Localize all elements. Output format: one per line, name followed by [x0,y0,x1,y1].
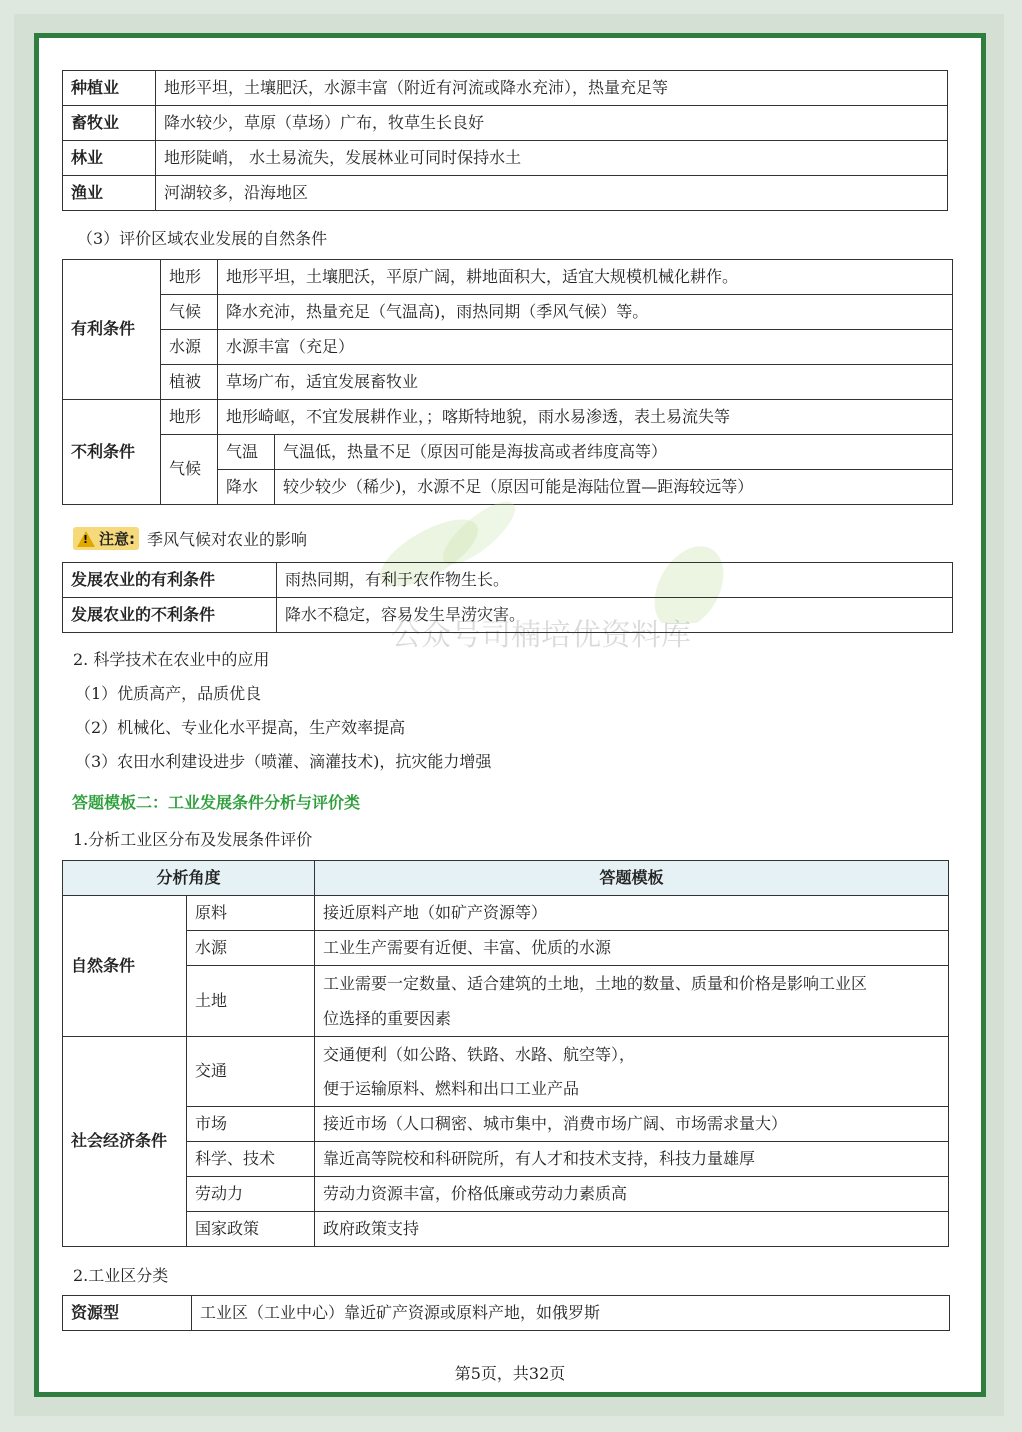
text-line: 2. 科学技术在农业中的应用 [73,650,270,669]
row-key: 林业 [63,141,156,176]
cond-value: 较少较少（稀少)，水源不足（原因可能是海陆位置—距海较远等） [275,470,953,505]
monsoon-table [62,562,953,633]
natural-conditions-table [62,259,953,505]
industrial-type-table [62,1295,950,1331]
factor-key: 市场 [187,1107,315,1142]
factor-value-line: 位选择的重要因素 [323,1009,452,1028]
factor-value: 接近市场（人口稠密、城市集中，消费市场广阔、市场需求量大） [315,1107,949,1142]
row-value: 地形陡峭， 水土易流失，发展林业可同时保持水土 [156,141,948,176]
factor-value-line: 工业需要一定数量、适合建筑的土地，土地的数量、质量和价格是影响工业区 [323,974,868,993]
cond-value: 草场广布，适宜发展畜牧业 [218,365,953,400]
cond-value: 降水充沛，热量充足（气温高)，雨热同期（季风气候）等。 [218,295,953,330]
note-badge [73,527,139,550]
factor-value-line: 便于运输原料、燃料和出口工业产品 [323,1078,580,1098]
row-value: 地形平坦，土壤肥沃，水源丰富（附近有河流或降水充沛），热量充足等 [156,71,948,106]
table-row [63,598,953,633]
factor-value: 靠近高等院校和科研院所，有人才和技术支持，科技力量雄厚 [315,1142,949,1177]
cond-key: 植被 [161,365,218,400]
table-row [63,1296,950,1331]
cond-key: 气候 [161,435,218,505]
table-row [63,563,953,598]
cond-key: 水源 [161,330,218,365]
table-row [63,106,948,141]
factor-value: 劳动力资源丰富，价格低廉或劳动力素质高 [315,1177,949,1212]
row-value: 降水不稳定，容易发生旱涝灾害。 [277,598,953,633]
row-key: 种植业 [63,71,156,106]
unfavorable-label: 不利条件 [63,400,161,505]
factor-key: 国家政策 [187,1212,315,1247]
cond-key: 地形 [161,260,218,295]
row-value: 工业区（工业中心）靠近矿产资源或原料产地，如俄罗斯 [192,1296,950,1331]
natural-label: 自然条件 [63,896,187,1037]
header-angle: 分析角度 [63,861,315,896]
page [34,33,986,1397]
page-footer: 第5页，共32页 [454,1364,566,1383]
row-key: 畜牧业 [63,106,156,141]
row-value: 河湖较多，沿海地区 [156,176,948,211]
table-row [63,71,948,106]
factor-key: 劳动力 [187,1177,315,1212]
watermark-text: 公众号司楠培优资料库 [391,618,691,653]
factor-key: 土地 [187,966,315,1037]
note-text: 季风气候对农业的影响 [147,530,308,549]
row-key: 渔业 [63,176,156,211]
social-label: 社会经济条件 [63,1037,187,1247]
row-value: 雨热同期，有利于农作物生长。 [277,563,953,598]
favorable-label: 有利条件 [63,260,161,400]
factor-value: 接近原料产地（如矿产资源等） [315,896,949,931]
factor-key: 原料 [187,896,315,931]
header-template: 答题模板 [315,861,949,896]
subsection-2-title: 2.工业区分类 [73,1266,169,1285]
industrial-conditions-table [62,860,949,1247]
cond-value: 水源丰富（充足） [218,330,953,365]
agriculture-type-table [62,70,948,211]
cond-subkey: 降水 [218,470,275,505]
warning-icon [77,531,95,547]
factor-key: 科学、技术 [187,1142,315,1177]
text-line: （2）机械化、专业化水平提高，生产效率提高 [75,718,406,737]
cond-value: 气温低，热量不足（原因可能是海拔高或者纬度高等） [275,435,953,470]
cond-key: 气候 [161,295,218,330]
section-3-title: （3）评价区域农业发展的自然条件 [77,229,328,248]
factor-value-line: 交通便利（如公路、铁路、水路、航空等）， [323,1044,636,1064]
table-row [63,141,948,176]
factor-value: 工业生产需要有近便、丰富、优质的水源 [315,931,949,966]
note-badge-label: 注意: [99,530,135,548]
cond-subkey: 气温 [218,435,275,470]
row-key: 资源型 [63,1296,192,1331]
cond-key: 地形 [161,400,218,435]
row-key: 发展农业的不利条件 [63,598,277,633]
cond-value: 地形平坦，土壤肥沃，平原广阔，耕地面积大，适宜大规模机械化耕作。 [218,260,953,295]
table-row [63,176,948,211]
text-line: （1）优质高产，品质优良 [75,684,262,703]
note [73,527,307,550]
cond-value: 地形崎岖，不宜发展耕作业，；喀斯特地貌，雨水易渗透，表土易流失等 [218,400,953,435]
template2-title: 答题模板二：工业发展条件分析与评价类 [72,793,361,812]
subsection-1-title: 1.分析工业区分布及发展条件评价 [73,830,313,849]
factor-key: 交通 [187,1037,315,1107]
row-key: 发展农业的有利条件 [63,563,277,598]
factor-value: 政府政策支持 [315,1212,949,1247]
factor-key: 水源 [187,931,315,966]
row-value: 降水较少，草原（草场）广布，牧草生长良好 [156,106,948,141]
text-line: （3）农田水利建设进步（喷灌、滴灌技术)，抗灾能力增强 [75,752,492,771]
